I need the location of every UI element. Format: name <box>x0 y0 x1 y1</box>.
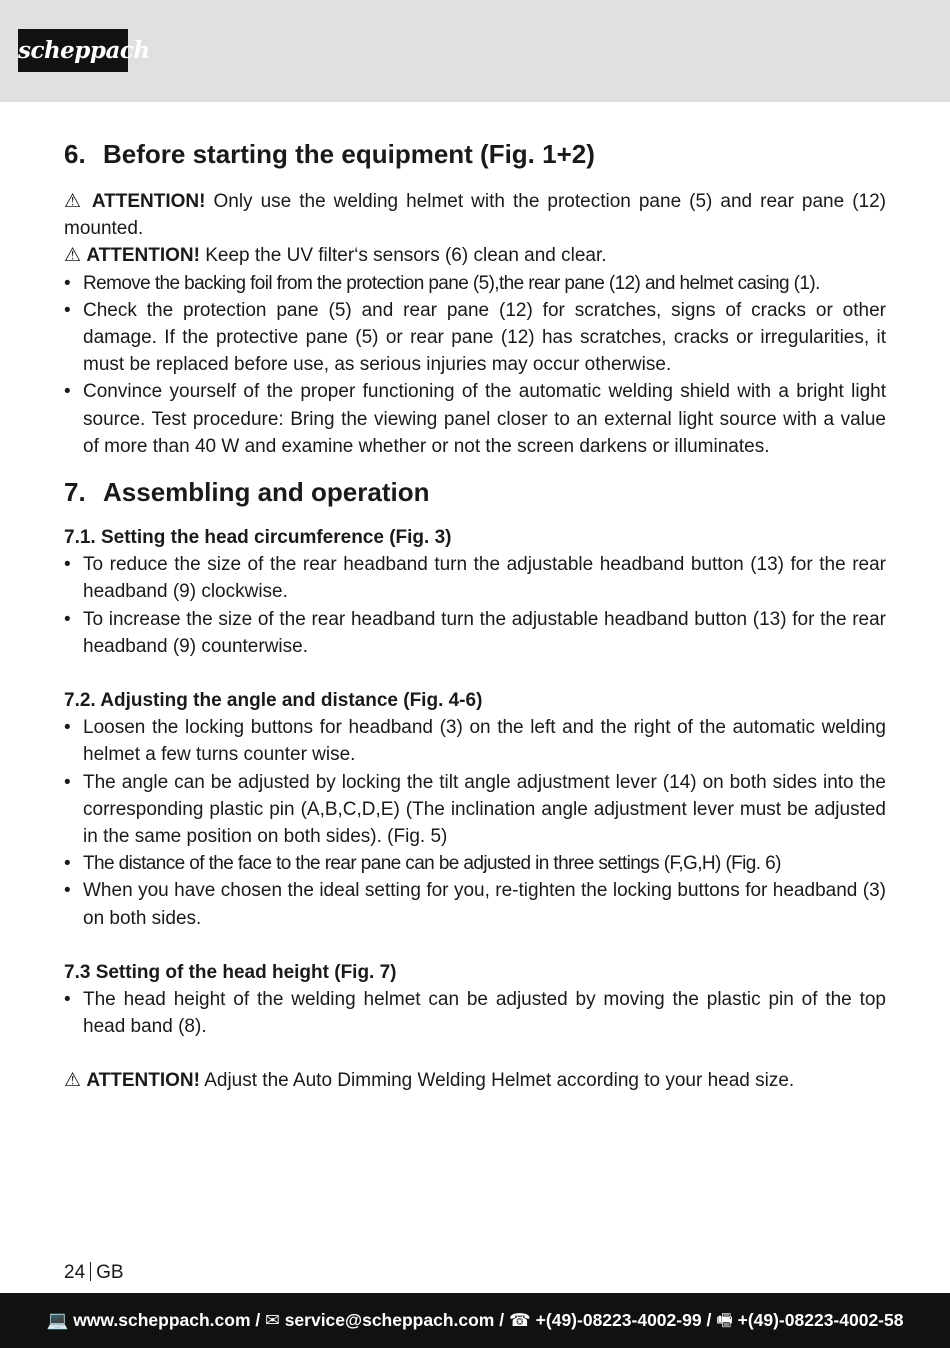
section-number: 7. <box>64 477 86 508</box>
section-6-heading <box>64 136 886 172</box>
warning-triangle-icon: ⚠ <box>64 1070 82 1092</box>
fax-icon: 🖷 <box>716 1310 733 1330</box>
attention-notice <box>64 188 886 242</box>
contact-footer <box>0 1293 950 1348</box>
warning-triangle-icon: ⚠ <box>64 191 84 212</box>
section-title: Assembling and operation <box>103 477 430 508</box>
list-item: • Loosen the locking buttons for headband (3) on the left and the right of the automatic welding helmet a few turns counter wise. <box>64 714 886 768</box>
page-language: GB <box>96 1262 124 1283</box>
section-number: 6. <box>64 139 86 169</box>
computer-icon: 💻 <box>46 1310 69 1330</box>
bullet-list <box>64 714 886 932</box>
list-item: • The angle can be adjusted by locking the tilt angle adjustment lever (14) on both sides into the corresponding plastic pin (A,B,C,D,E) (The inclination angle adjustment lever must be adjusted in the same position on both sides). (Fig. 5) <box>64 769 886 851</box>
list-item: • To increase the size of the rear headband turn the adjustable headband button (13) for the rear headband (9) counterwise. <box>64 606 886 660</box>
subsection-heading: 7.3 Setting of the head height (Fig. 7) <box>64 961 397 983</box>
telephone-icon: ☎ <box>508 1310 531 1330</box>
attention-label: ATTENTION! <box>86 245 200 267</box>
scheppach-logo: scheppach <box>18 29 128 72</box>
envelope-icon: ✉ <box>265 1310 280 1330</box>
list-item: • Check the protection pane (5) and rear pane (12) for scratches, signs of cracks or other damage. If the protective pane (5) or rear pane (12) has scratches, cracks or irregularities, it must be replaced before use, as serious injuries may occur otherwise. <box>64 297 886 379</box>
list-item: • To reduce the size of the rear headband turn the adjustable headband button (13) for the rear headband (9) clockwise. <box>64 551 886 605</box>
warning-triangle-icon: ⚠ <box>64 245 82 267</box>
attention-label: ATTENTION! <box>91 191 206 212</box>
website-link[interactable]: www.scheppach.com <box>73 1310 251 1330</box>
attention-text: Only use the welding helmet with the protection pane (5) and rear pane (12) mounted. <box>64 191 887 240</box>
list-item: • The distance of the face to the rear pane can be adjusted in three settings (F,G,H) (Fig. 6) <box>64 850 886 877</box>
attention-label: ATTENTION! <box>86 1070 200 1092</box>
page-header <box>0 0 950 102</box>
page-number-value: 24 <box>64 1262 86 1283</box>
bullet-list <box>64 270 886 460</box>
page-number-divider <box>90 1262 91 1281</box>
email-link[interactable]: service@scheppach.com <box>284 1310 495 1330</box>
page-content <box>64 136 886 1095</box>
attention-notice <box>64 242 886 269</box>
list-item: • When you have chosen the ideal setting for you, re-tighten the locking buttons for headband (3) on both sides. <box>64 877 886 931</box>
subsection-heading: 7.1. Setting the head circumference (Fig. 3) <box>64 527 452 549</box>
footer-separator: / <box>255 1310 261 1330</box>
footer-separator: / <box>706 1310 712 1330</box>
section-7-heading <box>64 474 886 510</box>
section-title: Before starting the equipment (Fig. 1+2) <box>103 139 595 169</box>
attention-text: Keep the UV filter‘s sensors (6) clean and clear. <box>205 245 607 267</box>
list-item: • The head height of the welding helmet can be adjusted by moving the plastic pin of the top head band (8). <box>64 986 886 1040</box>
bullet-list <box>64 986 886 1040</box>
list-item: • Remove the backing foil from the protection pane (5),the rear pane (12) and helmet casing (1). <box>64 270 886 297</box>
attention-notice <box>64 1067 886 1094</box>
subsection-heading: 7.2. Adjusting the angle and distance (Fig. 4-6) <box>64 690 483 712</box>
bullet-list <box>64 551 886 660</box>
list-item: • Convince yourself of the proper functioning of the automatic welding shield with a bright light source. Test procedure: Bring the viewing panel closer to an external light source with a value of more than 40 W and examine whether or not the screen darkens or illuminates. <box>64 378 886 460</box>
footer-separator: / <box>499 1310 505 1330</box>
attention-text: Adjust the Auto Dimming Welding Helmet according to your head size. <box>204 1070 795 1092</box>
phone-number: +(49)-08223-4002-99 <box>535 1310 702 1330</box>
page-number <box>64 1259 124 1286</box>
fax-number: +(49)-08223-4002-58 <box>737 1310 904 1330</box>
